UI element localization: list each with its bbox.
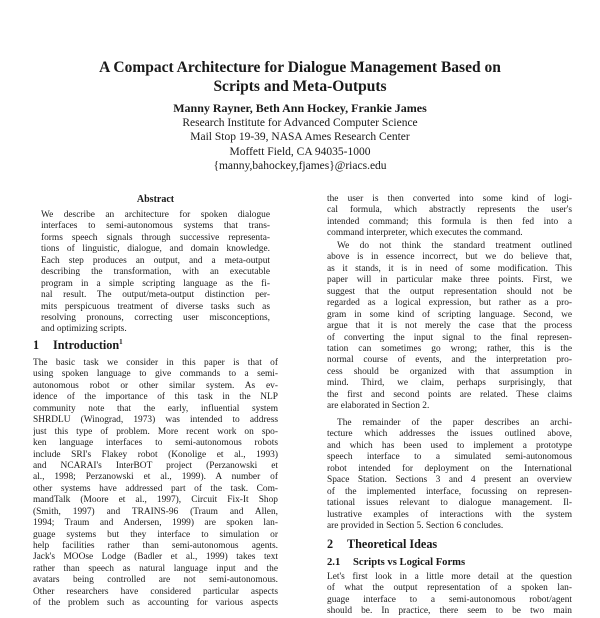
text-line: guage interface to a semi-autonomous robot/agent [327,594,572,605]
text-line: of what the output representation of a spoken lan- [327,583,572,594]
intro-line: rather than speech as natural language input and the [33,563,278,574]
text-line: as it stands, it is in need of some modification. This [327,263,572,274]
text-line: of converting the input signal to the final represen- [327,332,572,343]
section-title: Theoretical Ideas [347,537,438,551]
abstract-line: tions of linguistic, dialogue, and domain knowledge. [41,244,270,255]
abstract-line: mits perspicuous treatment of diverse tasks such as [41,301,270,312]
author-names: Manny Rayner, Beth Ann Hockey, Frankie James [173,101,427,115]
text-line: command interpreter, which executes the command. [327,228,523,239]
section-2-1-heading [327,557,465,568]
abstract-line: We describe an architecture for spoken dialogue [41,210,270,220]
text-line: and which has been used to implement a prototype [327,440,572,451]
text-line: tecture which addresses the issues outlined above, [327,429,572,440]
intro-line: (Smith, 1997) and TRAINS-96 (Traum and Allen, [33,506,278,517]
text-line: should be. In practice, there seem to be two main [327,606,572,617]
abstract-text [41,210,270,336]
intro-line: mandTalk (Moore et al., 1997), Circuit Fix-It Shop [33,495,278,506]
affiliation-line: Moffett Field, CA 94035-1000 [229,145,371,158]
intro-line: help facilities rather than semi-autonomous agents. [33,541,278,551]
affiliation-line: Research Institute for Advanced Computer Science [182,116,418,129]
abstract-line: describing the transformation, with an executable [41,267,270,278]
abstract-line: interfaces to semi-autonomous systems that trans- [41,221,270,232]
text-line: intended command; this formula is then fed into a [327,216,572,227]
abstract-line: resolving pronouns, correcting user misconceptions, [41,312,270,323]
intro-line: guage systems but they interface to simulation or [33,529,278,540]
intro-line: al., 1998; Perzanowski et al., 1999). A number of [33,472,278,483]
abstract-line: nal result. The output/meta-output distinction per- [41,290,270,301]
intro-line: of the problem such as accounting for various aspects [33,598,278,609]
text-line: We do not think the standard treatment outlined [337,241,572,251]
intro-line: other systems have addressed part of the task. Com- [33,483,278,494]
intro-line: Jack's MOOse Lodge (Badler et al., 1999) takes text [33,552,278,563]
abstract-line: program in a simple scripting language as the fi- [41,278,270,289]
paper-title-line: A Compact Architecture for Dialogue Management Based on [99,59,501,76]
subsection-number: 2.1 [327,557,341,568]
intro-line: The basic task we consider in this paper is that of [33,358,278,368]
intro-line: include SRI's Flakey robot (Konolige et al., 1993) [33,449,278,460]
section-number: 1 [33,338,40,352]
text-line: speech interface to a simulated semi-autonomous [327,452,572,463]
text-line: argue that it is not merely the case that the process [327,321,572,332]
intro-line: and NCARAI's InterBOT project (Perzanowski et [33,460,278,471]
footnote-marker: 1 [119,337,123,346]
intro-line: autonomous robot or other similar system. As ev- [33,380,278,391]
section-title: Introduction [53,338,120,352]
intro-line: 1994; Traum and Andersen, 1999) are spoken lan- [33,518,278,529]
text-line: of the implemented interface, focussing on represen- [327,486,572,497]
section-2-heading [327,539,437,550]
author-block [60,101,540,174]
text-line: regarded as a logical expression, but rather as a pro- [327,298,572,309]
text-line: Let's first look in a little more detail at the question [327,572,572,582]
paper-title-line: Scripts and Meta-Outputs [213,78,387,95]
affiliation-line: Mail Stop 19-39, NASA Ames Research Center [190,131,410,143]
text-line: suggest that the output representation should not be [327,286,572,297]
abstract-heading: Abstract [136,194,175,205]
text-line: tational issues relevant to dialogue management. Il- [327,498,572,509]
text-line: the first and second points are related. These claims [327,389,572,400]
intro-line: SHRDLU (Winograd, 1973) was intended to address [33,415,278,426]
intro-line: Other researchers have considered particular aspects [33,586,278,597]
text-line: robot intended for deployment on the International [327,463,572,474]
subsection-title: Scripts vs Logical Forms [353,557,466,568]
section-1-heading [33,337,123,352]
text-line: cess should be organized with that assumption in [327,366,572,377]
text-line: cal formula, which abstractly represents the user's [327,205,572,216]
text-line: gram in some kind of scripting language. Second, we [327,309,572,320]
text-line: paper will in particular make three points. First, we [327,275,572,286]
text-line: tation can sometimes go wrong; rather, this is the [327,343,572,354]
abstract-line: and optimizing scripts. [41,324,127,335]
introduction-text [33,358,278,610]
section-number: 2 [327,537,334,551]
abstract-line: forms speech signals through successive representa- [41,232,270,243]
intro-line: avatars being controlled are not semi-autonomous. [33,575,278,586]
author-emails: {manny,bahockey,fjames}@riacs.edu [213,160,387,172]
paragraph [327,241,572,413]
paragraph [327,572,572,618]
text-line: are elaborated in Section 2. [327,401,430,412]
text-line: above is in essence incorrect, but we do believe that, [327,252,572,263]
text-line: The remainder of the paper describes an archi- [337,418,572,428]
abstract-line: Each step produces an output, and a meta-output [41,255,270,266]
text-line: the user is then converted into some kind of logi- [327,194,572,204]
intro-line: using spoken language to give commands to a semi- [33,369,278,380]
intro-line: just this type of problem. More recent work on spo- [33,426,278,437]
text-line: mind. Third, we claim, perhaps surprisingly, that [327,378,572,389]
paragraph [327,418,572,532]
intro-line: community note that the early, influential system [33,403,278,414]
text-line: normal course of events, and the interpretation pro- [327,355,572,366]
paper-title [60,58,540,96]
text-line: Space Station. Sections 3 and 4 present an overview [327,475,572,486]
text-line: lustrative examples of interactions with the system [327,509,572,520]
intro-line: idence of the importance of this task in the NLP [33,392,278,403]
intro-line: ken language interfaces to semi-autonomous robots [33,438,278,449]
paragraph [327,194,572,240]
text-line: are provided in Section 5. Section 6 concludes. [327,520,504,531]
